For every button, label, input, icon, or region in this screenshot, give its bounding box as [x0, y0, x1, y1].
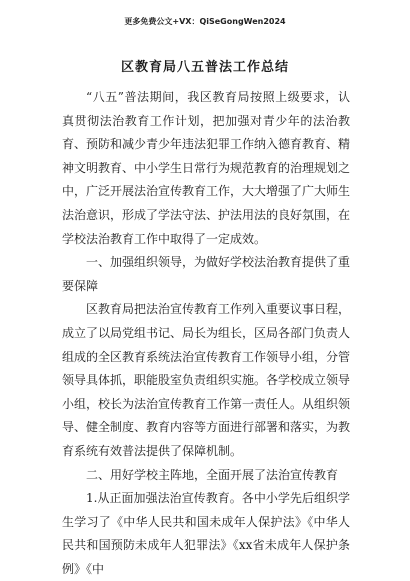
intro-paragraph: “八五”普法期间，我区教育局按照上级要求，认真贯彻法治教育工作计划，把加强对青少年的法治教育、预防和减少青少年违法犯罪工作纳入德育教育、精神文明教育、中小学生日常行为规范教育的治理规划之中，广泛开展法治宣传教育工作，大大增强了广大师生法治意识，形成了学法守法、护法用法的良好氛围，在学校法治教育工作中取得了一定成效。	[62, 90, 351, 246]
header-note: 更多免费公文+VX：QiSeGongWen2024	[124, 17, 286, 26]
section-heading-2: 二、用好学校主阵地，全面开展了法治宣传教育	[86, 467, 339, 482]
document-title: 区教育局八五普法工作总结	[120, 60, 289, 75]
section-2-paragraph: 1.从正面加强法治宣传教育。各中小学先后组织学生学习了《中华人民共和国未成年人保护法》《中华人民共和国预防未成年人犯罪法》《xx省未成年人保护条例》《中	[62, 491, 350, 576]
section-1-paragraph: 区教育局把法治宣传教育工作列入重要议事日程，成立了以局党组书记、局长为组长，区局各部门负责人组成的全区教育系统法治宣传教育工作领导小组，分管领导具体抓，职能股室负责组织实施。各学校成立领导小组，校长为法治宣传教育工作第一责任人。从组织领导、健全制度、教育内容等方面进行部署和落实，为教育系统有效普法提供了保障机制。	[62, 302, 351, 458]
section-heading-1: 一、加强组织领导，为做好学校法治教育提供了重要保障	[62, 255, 351, 293]
document-body	[62, 86, 350, 581]
